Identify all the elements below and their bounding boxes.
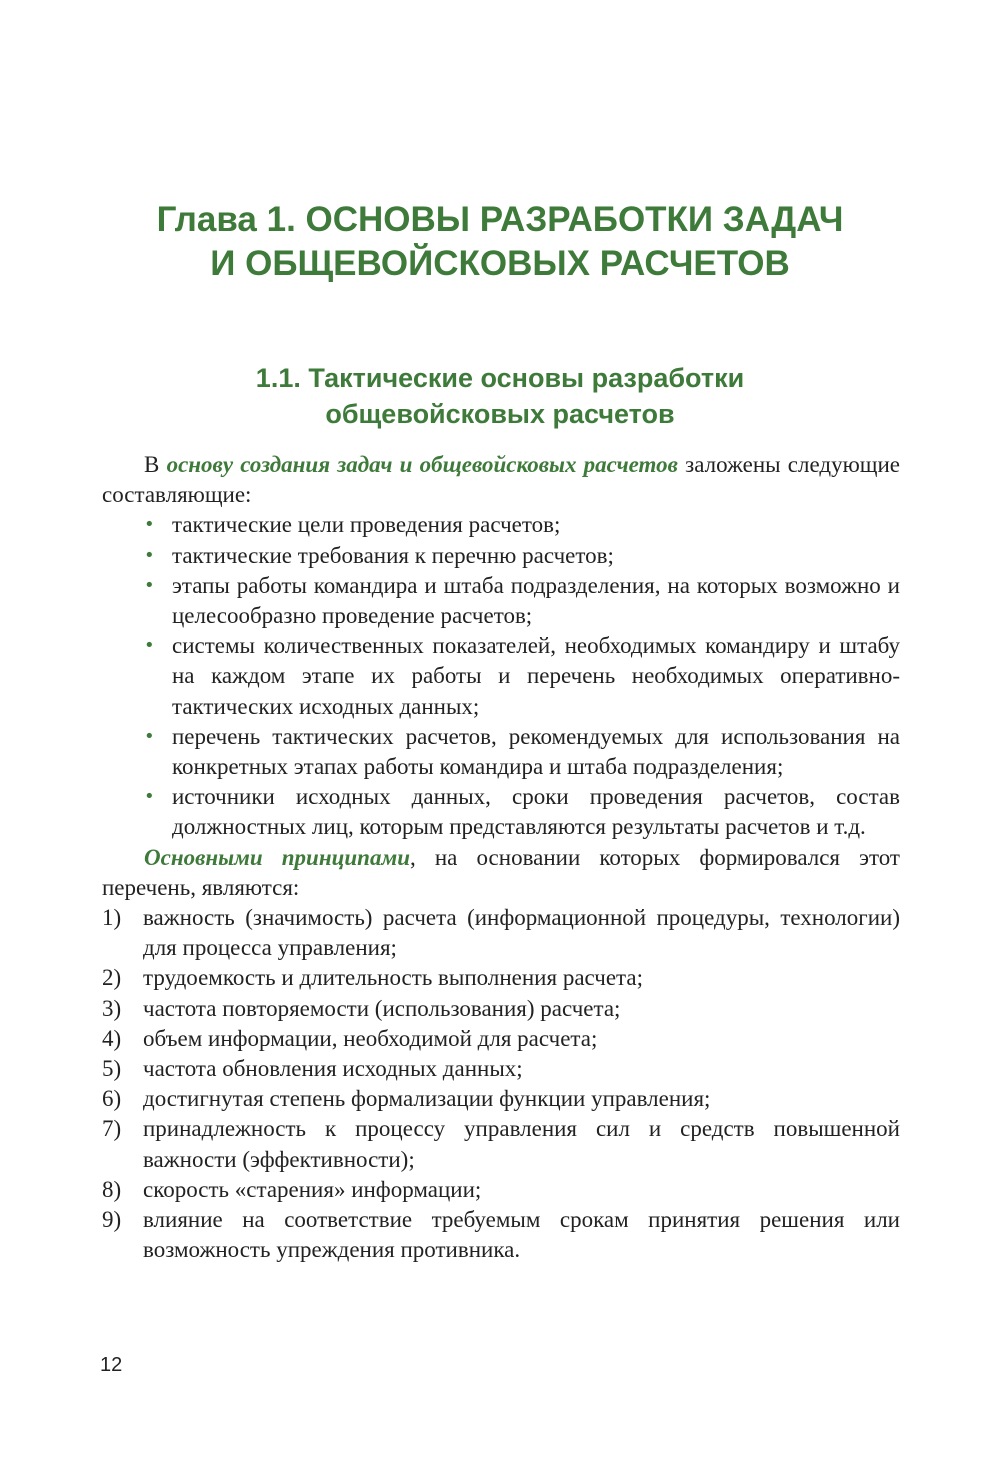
numbered-item-text: принадлежность к процессу управления сил и средств повышенной важности (эффективности);: [143, 1116, 900, 1172]
principles-list: [102, 903, 900, 1265]
item-number: 7): [102, 1116, 122, 1142]
intro-highlight: основу создания задач и общевойсковых расчетов: [166, 452, 678, 477]
numbered-item: [102, 1054, 900, 1084]
numbered-item-text: скорость «старения» информации;: [143, 1176, 482, 1202]
numbered-item: [102, 994, 900, 1024]
list-item-text: тактические требования к перечню расчетов;: [172, 542, 614, 568]
numbered-item: [102, 1175, 900, 1205]
numbered-item: [102, 1205, 900, 1265]
intro-suffix: заложены следующие составляющие:: [102, 452, 901, 508]
list-item: [144, 782, 900, 842]
principles-highlight: Основными принципами: [144, 844, 411, 870]
item-number: 6): [102, 1086, 122, 1112]
item-number: 1): [102, 905, 122, 931]
numbered-item: [102, 1024, 900, 1054]
numbered-item-text: трудоемкость и длительность выполнения расчета;: [143, 965, 643, 991]
intro-prefix: В: [144, 452, 167, 477]
list-item-text: системы количественных показателей, необходимых командиру и штабу на каждом этапе их работы и перечень необходимых оперативно-тактических исходных данных;: [172, 633, 900, 719]
page-number: 12: [100, 1354, 123, 1376]
list-item-text: источники исходных данных, сроки проведения расчетов, состав должностных лиц, которым представляются результаты расчетов и т.д.: [172, 784, 900, 840]
numbered-item: [102, 1114, 900, 1174]
item-number: 4): [102, 1025, 122, 1051]
bullet-icon: •: [144, 544, 155, 566]
section-title-line-1: 1.1. Тактические основы разработки: [255, 363, 745, 393]
list-item: [144, 541, 900, 571]
list-item: [144, 631, 900, 722]
chapter-title-line-2: И ОБЩЕВОЙСКОВЫХ РАСЧЕТОВ: [210, 244, 790, 283]
numbered-item-text: влияние на соответствие требуемым срокам принятия решения или возможность упреждения противника.: [143, 1207, 900, 1263]
bullet-icon: •: [144, 786, 155, 808]
numbered-item-text: частота повторяемости (использования) расчета;: [143, 995, 621, 1021]
chapter-title: [0, 198, 1000, 286]
item-number: 3): [102, 995, 122, 1021]
principles-suffix: , на основании которых формировался этот перечень, являются:: [102, 844, 900, 900]
intro-paragraph: [102, 450, 900, 510]
item-number: 2): [102, 965, 122, 991]
item-number: 5): [102, 1056, 122, 1082]
bullet-icon: •: [144, 574, 155, 596]
section-title: [0, 360, 1000, 432]
list-item: [144, 510, 900, 540]
item-number: 8): [102, 1176, 122, 1202]
bullet-icon: •: [144, 514, 155, 536]
numbered-item-text: важность (значимость) расчета (информационной процедуры, технологии) для процесса управления;: [143, 905, 900, 961]
list-item: [144, 722, 900, 782]
bullet-icon: •: [144, 635, 155, 657]
bullet-icon: •: [144, 725, 155, 747]
list-item: [144, 571, 900, 631]
components-list: [102, 510, 900, 842]
section-title-line-2: общевойсковых расчетов: [325, 399, 675, 429]
list-item-text: этапы работы командира и штаба подразделения, на которых возможно и целесообразно проведение расчетов;: [172, 572, 900, 629]
list-item-text: перечень тактических расчетов, рекомендуемых для использования на конкретных этапах работы командира и штаба подразделения;: [172, 723, 900, 780]
item-number: 9): [102, 1207, 122, 1233]
numbered-item: [102, 903, 900, 963]
numbered-item: [102, 963, 900, 993]
numbered-item-text: объем информации, необходимой для расчета;: [143, 1025, 598, 1051]
list-item-text: тактические цели проведения расчетов;: [172, 512, 561, 538]
chapter-title-line-1: Глава 1. ОСНОВЫ РАЗРАБОТКИ ЗАДАЧ: [156, 200, 844, 239]
principles-paragraph: [102, 843, 900, 903]
numbered-item: [102, 1084, 900, 1114]
numbered-item-text: достигнутая степень формализации функции управления;: [143, 1086, 711, 1112]
body-text: [102, 450, 900, 1265]
numbered-item-text: частота обновления исходных данных;: [143, 1056, 523, 1082]
